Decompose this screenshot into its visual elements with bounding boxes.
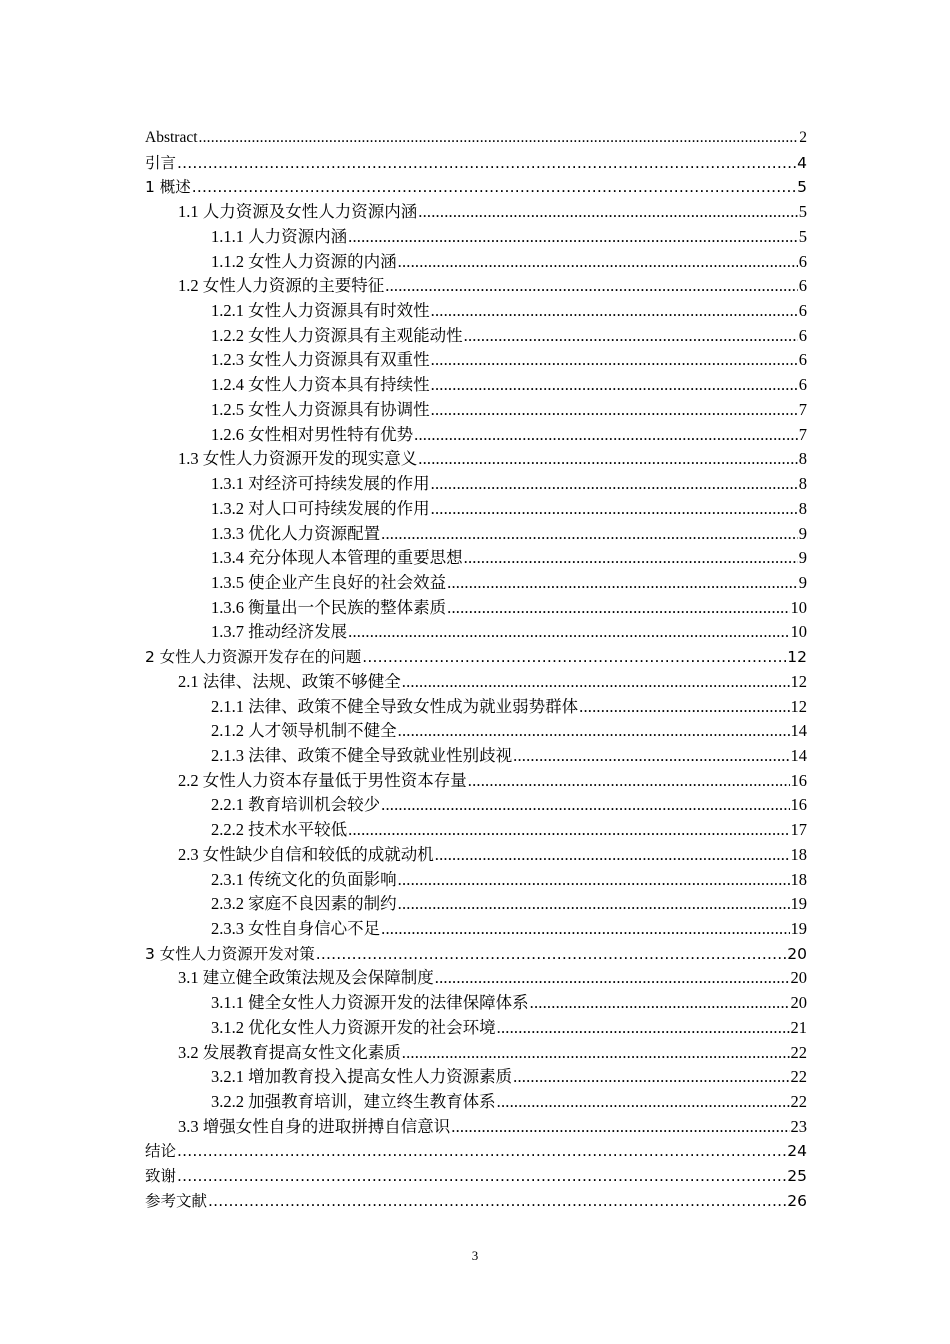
toc-entry-page: 24 [787, 1142, 807, 1161]
toc-entry-label: 2.3.3 女性自身信心不足 [211, 919, 381, 938]
toc-entry-label: 1.1 人力资源及女性人力资源内涵 [178, 202, 418, 222]
toc-dot-leader [530, 991, 790, 1016]
toc-entry[interactable] [145, 793, 807, 818]
toc-entry-label: 1.3.7 推动经济发展 [211, 622, 348, 642]
toc-entry-page: 22 [790, 1067, 807, 1087]
toc-entry-label: 致谢 [145, 1167, 177, 1186]
toc-entry[interactable] [145, 472, 807, 497]
toc-entry[interactable] [145, 324, 807, 349]
toc-entry-label: 3.3 增强女性自身的进取拼搏自信意识 [178, 1116, 451, 1136]
toc-entry-page: 6 [798, 350, 807, 370]
toc-entry-page: 20 [790, 993, 807, 1013]
toc-dot-leader [316, 942, 786, 967]
toc-entry[interactable] [145, 942, 807, 967]
toc-dot-leader [177, 1164, 786, 1189]
toc-entry-page: 8 [798, 474, 807, 494]
toc-entry-page: 6 [798, 375, 807, 395]
toc-entry[interactable] [145, 991, 807, 1016]
toc-entry-page: 16 [790, 770, 807, 790]
toc-dot-leader [192, 175, 796, 200]
toc-dot-leader [431, 497, 798, 522]
toc-entry-page: 19 [790, 919, 807, 938]
toc-dot-leader [385, 274, 798, 299]
toc-entry-page: 5 [797, 178, 807, 197]
toc-dot-leader [497, 1016, 790, 1041]
toc-entry[interactable] [145, 818, 807, 843]
toc-entry-label: 2.1.1 法律、政策不健全导致女性成为就业弱势群体 [211, 696, 579, 716]
toc-entry-page: 12 [790, 696, 807, 716]
toc-dot-leader [414, 423, 798, 448]
toc-entry-page: 6 [798, 301, 807, 321]
toc-entry-label: 2.1 法律、法规、政策不够健全 [178, 671, 401, 691]
toc-entry[interactable] [145, 250, 807, 275]
toc-dot-leader [431, 472, 798, 497]
toc-entry-label: 3.1.1 健全女性人力资源开发的法律保障体系 [211, 993, 529, 1013]
toc-entry[interactable] [145, 892, 807, 917]
toc-entry[interactable] [145, 1189, 807, 1214]
toc-entry[interactable] [145, 1041, 807, 1066]
toc-entry-label: 1.2.4 女性人力资本具有持续性 [211, 375, 430, 395]
toc-entry[interactable] [145, 497, 807, 522]
toc-entry-page: 14 [790, 745, 807, 765]
toc-entry-page: 17 [790, 820, 807, 840]
toc-entry-label: 1.2.5 女性人力资源具有协调性 [211, 399, 430, 419]
toc-entry-label: 1.2.1 女性人力资源具有时效性 [211, 301, 430, 321]
toc-entry[interactable] [145, 1090, 807, 1115]
toc-dot-leader [435, 966, 790, 991]
toc-entry-page: 6 [798, 325, 807, 345]
toc-entry[interactable] [145, 225, 807, 250]
toc-entry-label: 2.3.2 家庭不良因素的制约 [211, 894, 397, 914]
toc-entry-label: 1.2 女性人力资源的主要特征 [178, 276, 385, 296]
toc-entry-page: 23 [790, 1116, 807, 1136]
toc-entry[interactable] [145, 274, 807, 299]
toc-entry-label: 2.2.1 教育培训机会较少 [211, 795, 381, 815]
toc-entry-page: 10 [790, 622, 807, 642]
toc-dot-leader [362, 645, 786, 670]
toc-entry-page: 9 [798, 572, 807, 592]
table-of-contents [145, 126, 807, 1214]
toc-entry-label: 1 概述 [145, 178, 191, 197]
toc-entry-label: Abstract [145, 129, 198, 146]
toc-entry-label: 3.1 建立健全政策法规及会保障制度 [178, 968, 434, 988]
toc-entry[interactable] [145, 620, 807, 645]
toc-entry[interactable] [145, 1115, 807, 1140]
toc-entry-label: 结论 [145, 1142, 177, 1161]
toc-entry-label: 1.3.3 优化人力资源配置 [211, 523, 381, 543]
toc-entry-label: 3.1.2 优化女性人力资源开发的社会环境 [211, 1017, 496, 1037]
toc-entry-label: 2.1.2 人才领导机制不健全 [211, 721, 397, 741]
toc-dot-leader [398, 719, 790, 744]
toc-entry[interactable] [145, 1164, 807, 1189]
toc-entry[interactable] [145, 1016, 807, 1041]
toc-dot-leader [418, 447, 798, 472]
toc-entry[interactable] [145, 373, 807, 398]
toc-dot-leader [513, 744, 789, 769]
toc-entry-label: 1.1.1 人力资源内涵 [211, 226, 348, 246]
toc-entry-page: 6 [798, 251, 807, 271]
toc-entry-page: 16 [790, 795, 807, 815]
toc-entry-label: 2.3.1 传统文化的负面影响 [211, 869, 397, 889]
toc-entry-label: 1.1.2 女性人力资源的内涵 [211, 251, 397, 271]
toc-entry[interactable] [145, 966, 807, 991]
toc-entry-page: 20 [790, 968, 807, 988]
toc-entry-label: 1.2.3 女性人力资源具有双重性 [211, 350, 430, 370]
toc-dot-leader [431, 348, 798, 373]
toc-entry-label: 3.2.1 增加教育投入提高女性人力资源素质 [211, 1067, 513, 1087]
toc-entry-page: 8 [798, 449, 807, 469]
toc-entry[interactable] [145, 522, 807, 547]
toc-entry-page: 4 [797, 153, 807, 172]
toc-entry-label: 1.2.6 女性相对男性特有优势 [211, 424, 414, 444]
toc-dot-leader [435, 843, 790, 868]
toc-dot-leader [348, 620, 789, 645]
toc-dot-leader [451, 1115, 789, 1140]
toc-entry-page: 19 [790, 894, 807, 914]
toc-dot-leader [177, 151, 796, 176]
toc-entry[interactable] [145, 1065, 807, 1090]
toc-dot-leader [402, 670, 790, 695]
toc-entry[interactable] [145, 126, 807, 151]
toc-dot-leader [447, 571, 798, 596]
toc-dot-leader [447, 596, 789, 621]
toc-entry-page: 8 [798, 498, 807, 518]
toc-entry-label: 2.2.2 技术水平较低 [211, 820, 348, 840]
toc-entry-page: 12 [790, 671, 807, 691]
toc-dot-leader [497, 1090, 790, 1115]
toc-dot-leader [431, 373, 798, 398]
toc-entry[interactable] [145, 200, 807, 225]
toc-entry-page: 6 [798, 276, 807, 296]
toc-entry[interactable] [145, 423, 807, 448]
toc-entry[interactable] [145, 843, 807, 868]
toc-entry-page: 7 [798, 399, 807, 419]
toc-entry-page: 22 [790, 1092, 807, 1112]
toc-entry-page: 20 [787, 944, 807, 963]
toc-dot-leader [431, 299, 798, 324]
toc-dot-leader [464, 546, 798, 571]
toc-entry-page: 7 [798, 424, 807, 444]
toc-entry-page: 18 [790, 869, 807, 889]
toc-dot-leader [348, 818, 789, 843]
toc-entry[interactable] [145, 670, 807, 695]
toc-entry-page: 9 [798, 523, 807, 543]
toc-dot-leader [398, 868, 790, 893]
toc-entry[interactable] [145, 571, 807, 596]
toc-entry-page: 18 [790, 844, 807, 864]
toc-dot-leader [199, 126, 799, 151]
toc-entry[interactable] [145, 151, 807, 176]
toc-entry-page: 22 [790, 1042, 807, 1062]
toc-entry-label: 3.2 发展教育提高女性文化素质 [178, 1042, 401, 1062]
toc-entry-page: 5 [798, 202, 807, 222]
toc-entry-label: 2.1.3 法律、政策不健全导致就业性别歧视 [211, 745, 513, 765]
toc-entry-label: 1.2.2 女性人力资源具有主观能动性 [211, 325, 463, 345]
toc-dot-leader [579, 695, 789, 720]
toc-dot-leader [398, 250, 798, 275]
toc-dot-leader [177, 1139, 786, 1164]
toc-dot-leader [208, 1189, 786, 1214]
toc-entry[interactable] [145, 695, 807, 720]
toc-entry-label: 1.3.4 充分体现人本管理的重要思想 [211, 548, 463, 568]
toc-dot-leader [402, 1041, 790, 1066]
toc-entry-page: 21 [790, 1017, 807, 1037]
toc-entry-page: 10 [790, 597, 807, 617]
toc-entry-label: 1.3.5 使企业产生良好的社会效益 [211, 572, 447, 592]
toc-entry-label: 1.3 女性人力资源开发的现实意义 [178, 449, 418, 469]
toc-entry-label: 2.2 女性人力资本存量低于男性资本存量 [178, 770, 467, 790]
toc-dot-leader [468, 769, 790, 794]
toc-dot-leader [418, 200, 798, 225]
toc-entry[interactable] [145, 1139, 807, 1164]
toc-entry-label: 2 女性人力资源开发存在的问题 [145, 648, 362, 667]
toc-entry-page: 14 [790, 721, 807, 741]
toc-entry-page: 25 [787, 1167, 807, 1186]
toc-entry[interactable] [145, 447, 807, 472]
toc-entry[interactable] [145, 868, 807, 893]
toc-entry-label: 引言 [145, 153, 177, 172]
toc-entry-page: 2 [799, 129, 807, 146]
toc-entry-page: 9 [798, 548, 807, 568]
toc-entry-label: 2.3 女性缺少自信和较低的成就动机 [178, 844, 434, 864]
toc-entry-page: 12 [787, 648, 807, 667]
toc-dot-leader [398, 892, 790, 917]
toc-entry[interactable] [145, 917, 807, 942]
toc-entry-page: 26 [787, 1191, 807, 1210]
toc-dot-leader [513, 1065, 789, 1090]
toc-entry[interactable] [145, 744, 807, 769]
page-number: 3 [471, 1248, 479, 1263]
toc-entry[interactable] [145, 299, 807, 324]
toc-entry[interactable] [145, 546, 807, 571]
toc-entry[interactable] [145, 645, 807, 670]
toc-entry-label: 1.3.2 对人口可持续发展的作用 [211, 498, 430, 518]
toc-entry-page: 5 [798, 226, 807, 246]
toc-entry[interactable] [145, 175, 807, 200]
toc-entry[interactable] [145, 398, 807, 423]
toc-entry-label: 参考文献 [145, 1191, 208, 1210]
toc-dot-leader [381, 917, 789, 942]
toc-dot-leader [381, 522, 798, 547]
toc-entry-label: 3 女性人力资源开发对策 [145, 944, 315, 963]
toc-dot-leader [348, 225, 798, 250]
toc-dot-leader [464, 324, 798, 349]
toc-entry[interactable] [145, 348, 807, 373]
toc-dot-leader [431, 398, 798, 423]
toc-entry-label: 1.3.6 衡量出一个民族的整体素质 [211, 597, 447, 617]
toc-entry[interactable] [145, 769, 807, 794]
toc-entry[interactable] [145, 719, 807, 744]
toc-entry-label: 1.3.1 对经济可持续发展的作用 [211, 474, 430, 494]
toc-dot-leader [381, 793, 789, 818]
toc-entry[interactable] [145, 596, 807, 621]
toc-entry-label: 3.2.2 加强教育培训，建立终生教育体系 [211, 1092, 496, 1112]
